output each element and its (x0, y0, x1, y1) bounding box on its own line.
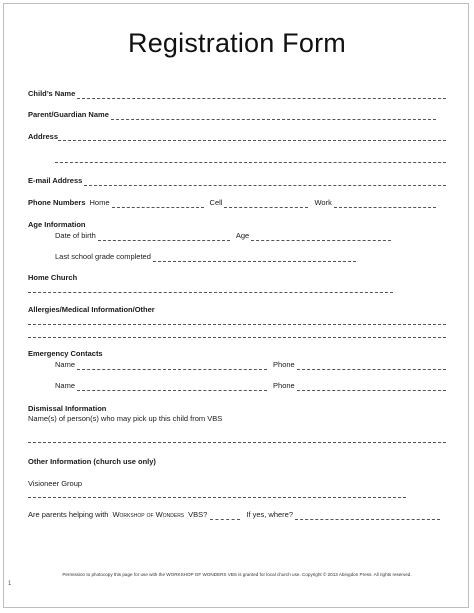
allergies-field-line-1[interactable] (28, 324, 446, 325)
emergency-phone-1-field[interactable] (297, 362, 446, 370)
dob-label: Date of birth (55, 231, 96, 240)
parents-helping-row (28, 510, 440, 520)
address-label: Address (28, 132, 59, 141)
last-grade-field[interactable] (153, 254, 356, 262)
allergies-field-line-2[interactable] (28, 337, 446, 338)
parents-helping-q1: Are parents helping with (28, 510, 109, 519)
parents-helping-field[interactable] (210, 512, 240, 520)
home-church-field[interactable] (28, 292, 393, 293)
emergency-contact-1-row (55, 360, 446, 370)
emergency-heading-row (28, 349, 103, 359)
if-yes-label: If yes, where? (246, 510, 294, 519)
last-grade-row (55, 252, 356, 262)
phone-numbers-label: Phone Numbers (28, 198, 86, 207)
dismissal-information-heading: Dismissal Information (28, 404, 107, 413)
parent-name-label: Parent/Guardian Name (28, 110, 109, 119)
page-number: 1 (8, 581, 12, 587)
dismissal-sub-label: Name(s) of person(s) who may pick up this child from VBS (28, 414, 223, 423)
emergency-name-1-label: Name (55, 360, 76, 369)
emergency-name-1-field[interactable] (77, 362, 267, 370)
allergies-row (28, 305, 155, 315)
dismissal-heading-row (28, 404, 106, 414)
address-field-line-2[interactable] (55, 162, 446, 163)
childs-name-field[interactable] (77, 91, 446, 99)
allergies-label: Allergies/Medical Information/Other (28, 305, 155, 314)
emergency-contact-2-row (55, 381, 446, 391)
dismissal-field[interactable] (28, 442, 446, 443)
cell-phone-label: Cell (209, 198, 223, 207)
address-field-line-1[interactable] (58, 140, 446, 141)
age-info-heading-row (28, 220, 86, 230)
parents-helping-q2: VBS? (188, 510, 208, 519)
email-field[interactable] (84, 178, 446, 186)
visioneer-group-field[interactable] (28, 497, 406, 498)
emergency-contacts-heading: Emergency Contacts (28, 349, 103, 358)
home-phone-field[interactable] (112, 200, 204, 208)
emergency-name-2-field[interactable] (77, 383, 267, 391)
other-information-heading: Other Information (church use only) (28, 457, 156, 466)
visioneer-group-label: Visioneer Group (28, 479, 83, 488)
footer-permission-text: Permission to photocopy this page for use with the WORKSHOP OF WONDERS VBS is granted for local church use. Copyright © 2013 Abingdon Press. All rights reserved. (62, 572, 412, 577)
if-yes-field[interactable] (295, 512, 440, 520)
visioneer-row (28, 479, 82, 489)
work-phone-label: Work (314, 198, 332, 207)
age-field[interactable] (251, 233, 391, 241)
home-church-label: Home Church (28, 273, 78, 282)
age-information-heading: Age Information (28, 220, 86, 229)
emergency-phone-1-label: Phone (273, 360, 295, 369)
dismissal-sub-row (28, 414, 222, 424)
parent-name-field[interactable] (111, 112, 436, 120)
cell-phone-field[interactable] (224, 200, 308, 208)
home-phone-label: Home (89, 198, 110, 207)
emergency-phone-2-field[interactable] (297, 383, 446, 391)
age-label: Age (235, 231, 250, 240)
address-row (28, 132, 58, 142)
emergency-phone-2-label: Phone (273, 381, 295, 390)
home-church-row (28, 273, 77, 283)
email-row (28, 176, 446, 186)
other-info-heading-row (28, 457, 156, 467)
last-grade-label: Last school grade completed (55, 252, 151, 261)
dob-row (55, 231, 391, 241)
parent-name-row (28, 110, 436, 120)
email-label: E-mail Address (28, 176, 83, 185)
childs-name-row (28, 89, 446, 99)
phone-numbers-row (28, 198, 436, 208)
emergency-name-2-label: Name (55, 381, 76, 390)
form-title: Registration Form (128, 28, 346, 58)
childs-name-label: Child’s Name (28, 89, 76, 98)
dob-field[interactable] (98, 233, 230, 241)
work-phone-field[interactable] (334, 200, 436, 208)
workshop-of-wonders-label: Workshop of Wonders (112, 510, 185, 519)
